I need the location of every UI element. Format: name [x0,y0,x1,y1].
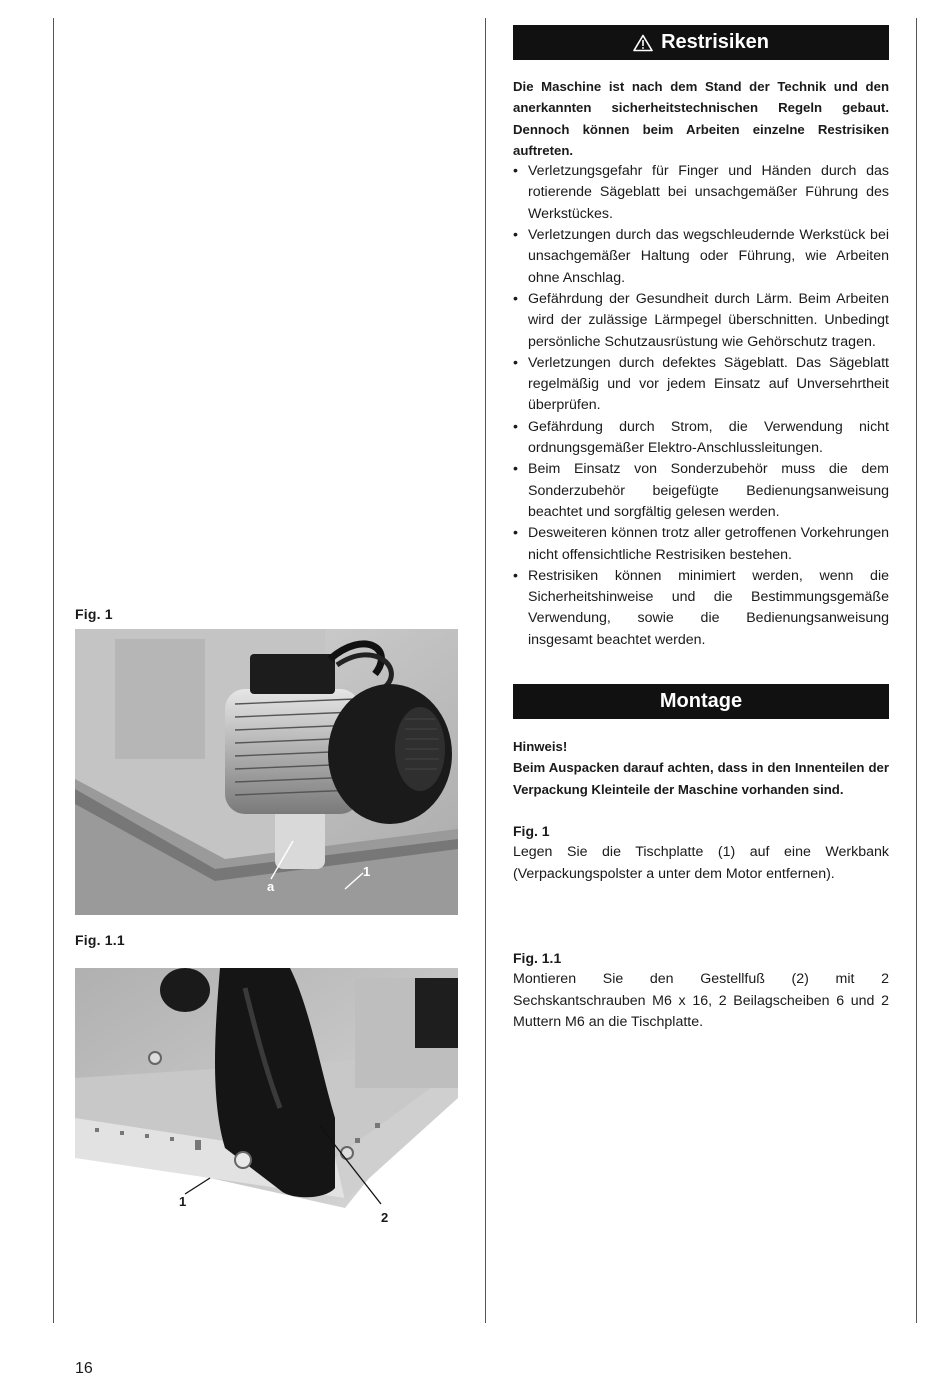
restrisiken-heading-bar [513,25,889,60]
step2-text: Montieren Sie den Gestellfuß (2) mit 2 Sechskantschrauben M6 x 16, 2 Beilagscheiben 6 und 2 Muttern M6 an die Tischplatte. [513,971,889,1030]
fig1-1-photo-leg [75,968,458,1208]
montage-title: Montage [659,690,743,712]
list-item: • Verletzungen durch defektes Sägeblatt. Das Sägeblatt regelmäßig und vor jedem Einsatz auf Unversehrtheit überprüfen. [513,354,889,414]
montage-heading-bar [513,684,889,719]
montage-hint [513,736,889,800]
step1-label: Fig. 1 [513,823,550,839]
list-item: • Restrisiken können minimiert werden, wenn die Sicherheitshinweise und die Bestimmungsgemäße Verwendung, sowie die Bedienungsanweisung insgesamt beachtet werden. [513,567,889,648]
fig1-1-callout-2: 2 [381,1210,389,1225]
column-rule-right [916,18,917,1323]
list-item: • Beim Einsatz von Sonderzubehör muss die dem Sonderzubehör beigefügte Bedienungsanweisung beachtet und sorgfältig gelesen werden. [513,461,889,520]
fig1-label: Fig. 1 [75,606,113,622]
fig1-photo-motor [75,629,458,915]
list-item: • Verletzungen durch das wegschleudernde Werkstück bei unsachgemäßer Haltung oder Führung, wie Arbeiten ohne Anschlag. [513,227,889,286]
page-number: 16 [75,1360,93,1377]
hint-label: Hinweis! [513,739,568,754]
restrisiken-body [513,76,889,651]
montage-step-fig1-1 [513,948,889,1033]
hint-text: Beim Auspacken darauf achten, dass in den Innenteilen der Verpackung Kleinteile der Maschine vorhanden sind. [513,760,889,797]
column-rule-left [53,18,54,1323]
montage-step-fig1 [513,821,889,885]
warning-triangle-icon [633,34,653,52]
restrisiken-title: Restrisiken [661,31,769,53]
fig1-1-callout-1: 1 [179,1194,187,1209]
column-rule-middle [485,18,486,1323]
restrisiken-intro: Die Maschine ist nach dem Stand der Technik und den anerkannten sicherheitstechnischen Regeln gebaut. Dennoch können beim Arbeiten einzelne Restrisiken auftreten. [513,79,889,158]
restrisiken-list [513,161,889,651]
step2-label: Fig. 1.1 [513,950,562,966]
list-item: • Verletzungsgefahr für Finger und Händen durch das rotierende Sägeblatt bei unsachgemäßer Führung des Werkstückes. [513,163,889,222]
list-item: • Gefährdung durch Strom, die Verwendung nicht ordnungsgemäßer Elektro-Anschlussleitungen. [513,418,889,457]
fig1-callout-a: a [267,879,275,894]
fig1-callout-1: 1 [363,864,371,879]
fig1-1-label: Fig. 1.1 [75,932,125,948]
step1-text: Legen Sie die Tischplatte (1) auf eine Werkbank (Verpackungspolster a unter dem Motor entfernen). [513,844,889,882]
list-item: • Gefährdung der Gesundheit durch Lärm. Beim Arbeiten wird der zulässige Lärmpegel überschnitten. Unbedingt persönliche Schutzausrüstung wie Gehörschutz tragen. [513,290,889,350]
list-item: • Desweiteren können trotz aller getroffenen Vorkehrungen nicht offensichtliche Restrisiken bestehen. [513,525,889,563]
